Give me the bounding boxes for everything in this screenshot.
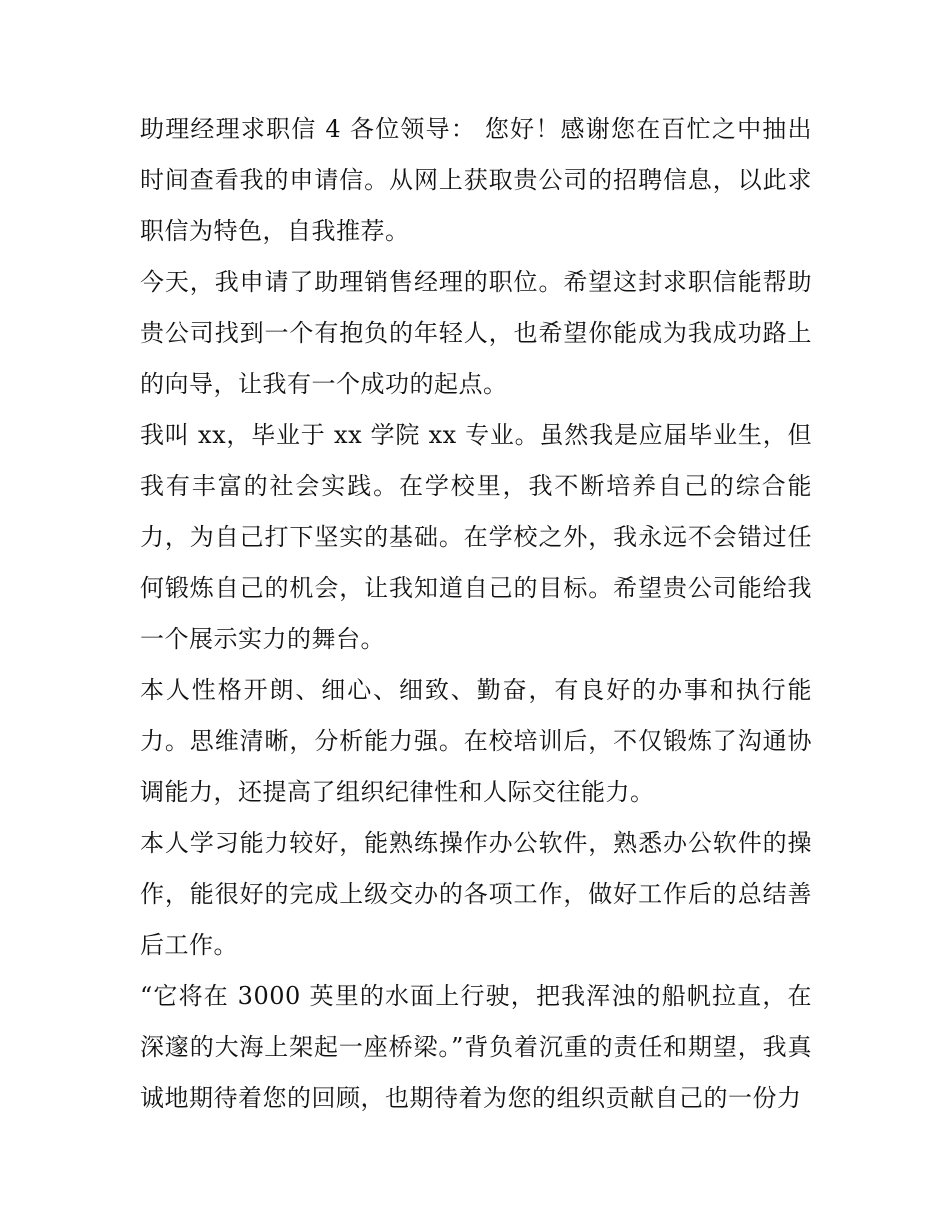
paragraph-skills: 本人学习能力较好，能熟练操作办公软件，熟悉办公软件的操作，能很好的完成上级交办的各项工作，做好工作后的总结善后工作。 [140, 829, 812, 959]
paragraph-background: 我叫 xx，毕业于 xx 学院 xx 专业。虽然我是应届毕业生，但我有丰富的社会实践。在学校里，我不断培养自己的综合能力，为自己打下坚实的基础。在学校之外，我永远不会错过任何锻炼自己的机会，让我知道自己的目标。希望贵公司能给我一个展示实力的舞台。 [140, 421, 812, 653]
paragraph-application: 今天，我申请了助理销售经理的职位。希望这封求职信能帮助贵公司找到一个有抱负的年轻人，也希望你能成为我成功路上的向导，让我有一个成功的起点。 [140, 268, 812, 398]
paragraph-personality: 本人性格开朗、细心、细致、勤奋，有良好的办事和执行能力。思维清晰，分析能力强。在校培训后，不仅锻炼了沟通协调能力，还提高了组织纪律性和人际交往能力。 [140, 676, 812, 806]
letter-body [140, 104, 812, 1124]
paragraph-closing: “它将在 3000 英里的水面上行驶，把我浑浊的船帆拉直，在深邃的大海上架起一座桥梁。”背负着沉重的责任和期望，我真诚地期待着您的回顾，也期待着为您的组织贡献自己的一份力 [140, 982, 812, 1112]
paragraph-greeting: 助理经理求职信 4 各位领导： 您好！感谢您在百忙之中抽出时间查看我的申请信。从网上获取贵公司的招聘信息，以此求职信为特色，自我推荐。 [140, 115, 812, 245]
